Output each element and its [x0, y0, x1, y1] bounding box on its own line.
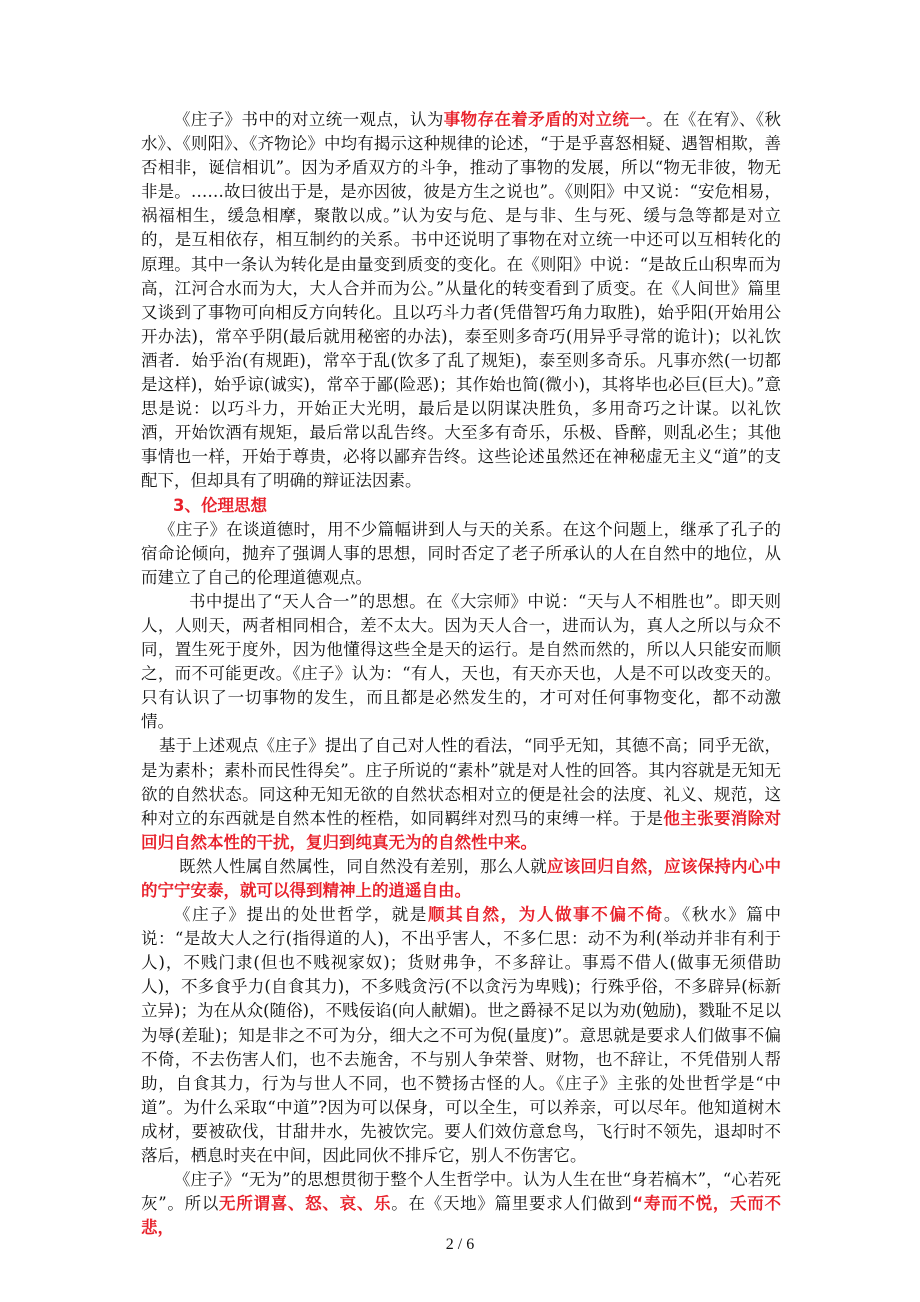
paragraph-return-nature	[141, 855, 781, 903]
text-run: 《庄子》书中的对立统一观点，认为	[174, 110, 444, 129]
text-run: 。在《在宥》、《秋水》、《则阳》、《齐物论》中均有揭示这种规律的论述，“于是乎喜怒相疑、遇智相欺，善否相非，诞信相讥”。因为矛盾双方的斗争，推动了事物的发展，所以“物无非彼，物无非是。……故曰彼出于是，是亦因彼，彼是方生之说也”。《则阳》中又说：“安危相易，祸福相生，缓急相摩，聚散以成。”认为安与危、是与非、生与死、缓与急等都是对立的，是互相依存，相互制约的关系。书中还说明了事物在对立统一中还可以互相转化的原理。其中一条认为转化是由量变到质变的变化。在《则阳》中说：“是故丘山积卑而为高，江河合水而为大，大人合并而为公。”从量化的转变看到了质变。在《人间世》篇里又谈到了事物可向相反方向转化。且以巧斗力者(凭借智巧角力取胜)，始乎阳(开始用公开办法)，常卒乎阴(最后就用秘密的办法)，泰至则多奇巧(用异乎寻常的诡计)；以礼饮酒者．始乎治(有规距)，常卒于乱(饮多了乱了规矩)，泰至则多奇乐。凡事亦然(一切都是这样)，始乎谅(诚实)，常卒于鄙(险恶)；其作始也简(微小)，其将毕也必巨(巨大)。”意思是说：以巧斗力，开始正大光明，最后是以阴谋决胜负，多用奇巧之计谋。以礼饮酒，开始饮酒有规矩，最后常以乱告终。大至多有奇乐，乐极、昏醉，则乱必生；其他事情也一样，开始于尊贵，必将以鄙弃告终。这些论述虽然还在神秘虚无主义“道”的支配下，但却具有了明确的辩证法因素。	[141, 110, 782, 491]
text-run: 既然人性属自然属性，同自然没有差别，那么人就	[179, 856, 548, 876]
section-heading: 3、伦理思想	[173, 495, 267, 515]
paragraph-unity: 书中提出了“天人合一”的思想。在《大宗师》中说：“天与人不相胜也”。即天则人，人则天，两者相同相合，差不太大。因为天人合一，进而认为，真人之所以与众不同，置生死于度外，因为他懂得这些全是天的运行。是自然而然的，所以人只能安而顺之，而不可能更改。《庄子》认为：“有人，天也，有天亦天也，人是不可以改变天的。只有认识了一切事物的发生，而且都是必然发生的，才可对任何事物变化，都不动激情。	[141, 591, 781, 732]
highlight-run: 应该回归自然，应该保持内心中的宁宁安泰，就可以得到精神上的逍遥自由。	[141, 856, 782, 900]
text-run: 基于上述观点《庄子》提出了自己对人性的看法，“同乎无知，其德不高；同乎无欲，是为素朴；素朴而民性得矣”。庄子所说的“素朴”就是对人性的回答。其内容就是无知无欲的自然状态。同这种无知无欲的自然状态相对立的便是社会的法度、礼义、规范，这种对立的东西就是自然本性的桎梏，如同羁绊对烈马的束缚一样。于是	[141, 736, 781, 828]
text-run: 《庄子》提出的处世哲学，就是	[174, 905, 429, 925]
highlight-run: “寿而不悦，夭而不悲，	[141, 1194, 781, 1238]
text-run: 。在《天地》篇里要求人们做到	[391, 1194, 633, 1214]
text-run: 《庄子》“无为”的思想贯彻于整个人生哲学中。认为人生在世“身若槁木”，“心若死灰”。所以	[141, 1170, 781, 1214]
paragraph-worldly-philosophy	[141, 903, 781, 1168]
highlight-run: 他主张要消除对回归自然本性的干扰，复归到纯真无为的自然性中来。	[141, 808, 782, 852]
highlight-run: 事物存在着矛盾的对立统一	[443, 110, 647, 129]
paragraph-dialectics	[141, 108, 781, 494]
text-run: 。《秋水》篇中说：“是故大人之行(指得道的人)，不出乎害人，不多仁思：动不为利(举动并非有利于人)，不贱门隶(但也不贱视家奴)；货财弗争，不多辞让。事焉不借人(做事无须借助人)，不多食乎力(自食其力)，不多贱贪污(不以贪污为卑贱)；行殊乎俗，不多辟异(标新立异)；为在从众(随俗)，不贱佞谄(向人献媚)。世之爵禄不足以为劝(勉励)，戮耻不足以为辱(差耻)；知是非之不可为分，细大之不可为倪(量度)”。意思就是要求人们做事不偏不倚，不去伤害人们，也不去施舍，不与别人争荣誉、财物，也不辞让，不凭借别人帮助，自食其力，行为与世人不同，也不赞扬古怪的人。《庄子》主张的处世哲学是“中道”。为什么采取“中道”?因为可以保身，可以全生，可以养亲，可以尽年。他知道树木成材，要被砍伐，甘甜井水，先被饮完。要人们效仿意怠鸟，飞行时不领先，退却时不落后，栖息时夹在中间，因此同伙不排斥它，别人不伤害它。	[141, 905, 782, 1166]
paragraph-heaven-man: 《庄子》在谈道德时，用不少篇幅讲到人与天的关系。在这个问题上，继承了孔子的宿命论倾向，抛弃了强调人事的思想，同时否定了老子所承认的人在自然中的地位，从而建立了自己的伦理道德观点。	[141, 519, 781, 587]
paragraph-wuwei	[141, 1168, 781, 1240]
highlight-run: 无所谓喜、怒、哀、乐	[219, 1194, 392, 1214]
page-number: 2 / 6	[445, 1236, 475, 1253]
highlight-run: 顺其自然，为人做事不偏不倚	[428, 905, 664, 925]
document-body	[141, 108, 781, 1240]
paragraph-human-nature	[141, 734, 781, 854]
